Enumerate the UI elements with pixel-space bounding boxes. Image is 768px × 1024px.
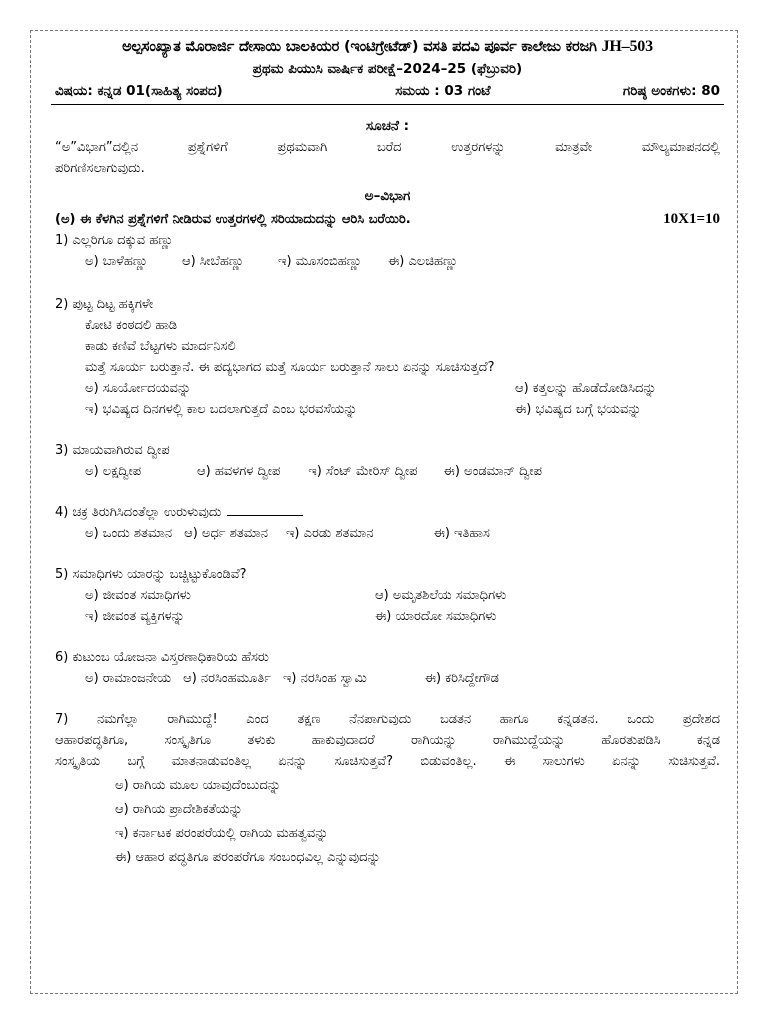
question-options (55, 251, 720, 272)
question-stem: 3) ಮಾಯವಾಗಿರುವ ದ್ವೀಪ (55, 443, 170, 458)
option-a: ಅ) ಲಕ್ಷದ್ವೀಪ (85, 464, 142, 479)
passage-line-1: 7) ನಮಗೆಲ್ಲಾ ರಾಗಿಮುದ್ದೆ! ಎಂದ ತಕ್ಷಣ ನೆನಪಾಗುವುದು ಬಡತನ ಹಾಗೂ ಕನ್ನಡತನ. ಒಂದು ಪ್ರದೇಶದ (55, 712, 720, 727)
option-a: ಅ) ಒಂದು ಶತಮಾನ (85, 526, 173, 541)
question-5 (55, 564, 720, 627)
option-b: ಆ) ಅಮೃತಶಿಲೆಯ ಸಮಾಧಿಗಳು (375, 588, 507, 603)
section-instruction: (ಅ) ಈ ಕೆಳಗಿನ ಪ್ರಶ್ನೆಗಳಿಗೆ ನೀಡಿರುವ ಉತ್ತರಗಳಲ್ಲಿ ಸರಿಯಾದುದನ್ನು ಆರಿಸಿ ಬರೆಯಿರಿ. (55, 212, 411, 227)
option-b: ಆ) ಹವಳಗಳ ದ್ವೀಪ (197, 464, 281, 479)
time-label: ಸಮಯ : 03 ಗಂಟೆ (395, 83, 491, 99)
poem-line: ಕಾಡು ಕಣಿವೆ ಬೆಟ್ಟಗಳು ಮಾರ್ದನಿಸಲಿ (85, 339, 236, 354)
option-d: ಈ) ಇತಿಹಾಸ (433, 526, 490, 541)
question-options (55, 585, 720, 627)
option-d: ಈ) ಕರಿಸಿದ್ದೇಗೌಡ (424, 671, 499, 686)
option-c: ಇ) ಜೀವಂತ ವ್ಯಕ್ತಿಗಳನ್ನು (85, 609, 185, 624)
question-3 (55, 440, 720, 482)
option-b: ಆ) ರಾಗಿಯ ಪ್ರಾದೇಶಿಕತೆಯನ್ನು (115, 802, 243, 817)
option-a: ಅ) ರಾಮಾಂಜನೇಯ (85, 671, 172, 686)
poem-line: ಕೋಟಿ ಕಂಠದಲಿ ಹಾಡಿ (85, 318, 178, 333)
option-c: ಇ) ನರಸಿಂಹ ಸ್ವಾಮಿ (282, 671, 367, 686)
instructions-line-1: “ಅ”ವಿಭಾಗ”ದಲ್ಲಿನ ಪ್ರಶ್ನೆಗಳಿಗೆ ಪ್ರಥಮವಾಗಿ ಬರೆದ ಉತ್ತರಗಳನ್ನು ಮಾತ್ರವೇ ಮೌಲ್ಯಮಾಪನದಲ್ಲಿ (55, 140, 720, 155)
question-1 (55, 230, 720, 272)
option-b: ಆ) ನರಸಿಂಹಮೂರ್ತಿ (183, 671, 271, 686)
option-c: ಇ) ಸೆಂಟ್ ಮೇರಿಸ್ ದ್ವೀಪ (308, 464, 418, 479)
subject-label: ವಿಷಯ: ಕನ್ನಡ 01(ಸಾಹಿತ್ಯ ಸಂಪದ) (55, 83, 223, 99)
option-d: ಈ) ಆಹಾರ ಪದ್ಧತಿಗೂ ಪರಂಪರೆಗೂ ಸಂಬಂಧವಿಲ್ಲ ಎನ್ನುವುದನ್ನು (115, 850, 381, 865)
section-marks: 10X1=10 (663, 211, 720, 227)
question-stem-row (55, 502, 720, 523)
option-c: ಇ) ಮೂಸಂಬಿಹಣ್ಣು (278, 254, 362, 269)
option-b: ಆ) ಕತ್ತಲನ್ನು ಹೊಡೆದೋಡಿಸಿದನ್ನು (515, 381, 657, 396)
option-a: ಅ) ಜೀವಂತ ಸಮಾಧಿಗಳು (85, 588, 191, 603)
option-b: ಆ) ಸೀಬೆಹಣ್ಣು (182, 254, 245, 269)
option-d: ಈ) ಅಂಡಮಾನ್ ದ್ವೀಪ (443, 464, 542, 479)
answer-blank (227, 503, 303, 516)
question-options (55, 461, 720, 482)
option-c: ಇ) ಭವಿಷ್ಯದ ದಿನಗಳಲ್ಲಿ ಕಾಲ ಬದಲಾಗುತ್ತದೆ ಎಂಬ ಭರವಸೆಯನ್ನು (85, 402, 358, 417)
question-stem: 6) ಕುಟುಂಬ ಯೋಜನಾ ವಿಸ್ತರಣಾಧಿಕಾರಿಯ ಹೆಸರು (55, 650, 269, 665)
passage-line-2: ಆಹಾರಪದ್ಧತಿಗೂ, ಸಂಸ್ಕೃತಿಗೂ ತಳುಕು ಹಾಕುವುದಾದರೆ ರಾಗಿಯನ್ನು ರಾಗಿಮುದ್ದೆಯನ್ನು ಹೊರತುಪಡಿಸಿ ಕನ್ನಡ (55, 733, 720, 748)
institution-name: ಅಲ್ಪಸಂಖ್ಯಾತ ಮೊರಾರ್ಜಿ ದೇಸಾಯಿ ಬಾಲಕಿಯರ (ಇಂಟಿಗ್ರೇಟೆಡ್) ವಸತಿ ಪದವಿ ಪೂರ್ವ ಕಾಲೇಜು ಕರಜಗಿ (122, 39, 597, 55)
option-d: ಈ) ಯಾರದೋ ಸಮಾಧಿಗಳು (375, 609, 497, 624)
instructions-title: ಸೂಚನೆ : (365, 118, 410, 134)
max-marks-label: ಗರಿಷ್ಠ ಅಂಕಗಳು: 80 (622, 83, 720, 99)
option-d: ಈ) ಎಲಚಿಹಣ್ಣು (387, 254, 459, 269)
question-options (55, 378, 720, 420)
option-b: ಆ) ಅರ್ಧ ಶತಮಾನ (184, 526, 268, 541)
question-6 (55, 647, 720, 689)
passage-line-3: ಸಂಸ್ಕೃತಿಯ ಬಗ್ಗೆ ಮಾತನಾಡುವಂತಿಲ್ಲ ಏನನ್ನು ಸೂಚಿಸುತ್ತವೆ? ಬಿಡುವಂತಿಲ್ಲ. ಈ ಸಾಲುಗಳು ಏನನ್ನು ಸುಚಿಸುತ್ತವೆ. (55, 754, 720, 769)
section-instruction-row (55, 209, 720, 230)
question-stem: 2) ಪುಟ್ಟ ದಿಟ್ಟ ಹಕ್ಕಿಗಳೇ (55, 297, 154, 312)
question-stem: 1) ಎಲ್ಲರಿಗೂ ದಕ್ಕುವ ಹಣ್ಣು (55, 233, 174, 248)
paper-code: JH–503 (601, 38, 653, 55)
question-4 (55, 502, 720, 544)
question-options (55, 523, 720, 544)
option-c: ಇ) ಎರಡು ಶತಮಾನ (285, 526, 374, 541)
exam-paper (55, 36, 720, 868)
option-a: ಅ) ಸೂರ್ಯೋದಯವನ್ನು (85, 381, 191, 396)
question-options (55, 668, 720, 689)
option-a: ಅ) ಬಾಳೆಹಣ್ಣು (85, 254, 149, 269)
question-stem: 5) ಸಮಾಧಿಗಳು ಯಾರನ್ನು ಬಚ್ಚಿಟ್ಟುಕೊಂಡಿವೆ? (55, 567, 247, 582)
option-a: ಅ) ರಾಗಿಯ ಮೂಲ ಯಾವುದೆಂಬುದನ್ನು (115, 778, 281, 793)
question-stem: 4) ಚಕ್ರ ತಿರುಗಿಸಿದಂತೆಲ್ಲಾ ಉರುಳುವುದು (55, 505, 222, 520)
question-2 (55, 294, 720, 420)
exam-meta-row (51, 80, 724, 105)
section-title: ಅ–ವಿಭಾಗ (364, 188, 411, 204)
option-d: ಈ) ಭವಿಷ್ಯದ ಬಗ್ಗೆ ಭಯವನ್ನು (515, 402, 642, 417)
institution-header (55, 36, 720, 58)
exam-title: ಪ್ರಥಮ ಪಿಯುಸಿ ವಾರ್ಷಿಕ ಪರೀಕ್ಷೆ–2024–25 (ಫೆಬ್ರುವರಿ) (252, 61, 523, 77)
option-c: ಇ) ಕರ್ನಾಟಕ ಪರಂಪರೆಯಲ್ಲಿ ರಾಗಿಯ ಮಹತ್ವವನ್ನು (115, 826, 329, 841)
question-prompt: ಮತ್ತೆ ಸೂರ್ಯ ಬರುತ್ತಾನೆ. ಈ ಪದ್ಯಭಾಗದ ಮತ್ತೆ ಸೂರ್ಯ ಬರುತ್ತಾನೆ ಸಾಲು ಏನನ್ನು ಸೂಚಿಸುತ್ತದೆ? (85, 360, 495, 375)
question-7 (55, 709, 720, 868)
instructions-line-2: ಪರಿಗಣಿಸಲಾಗುವುದು. (55, 161, 145, 176)
